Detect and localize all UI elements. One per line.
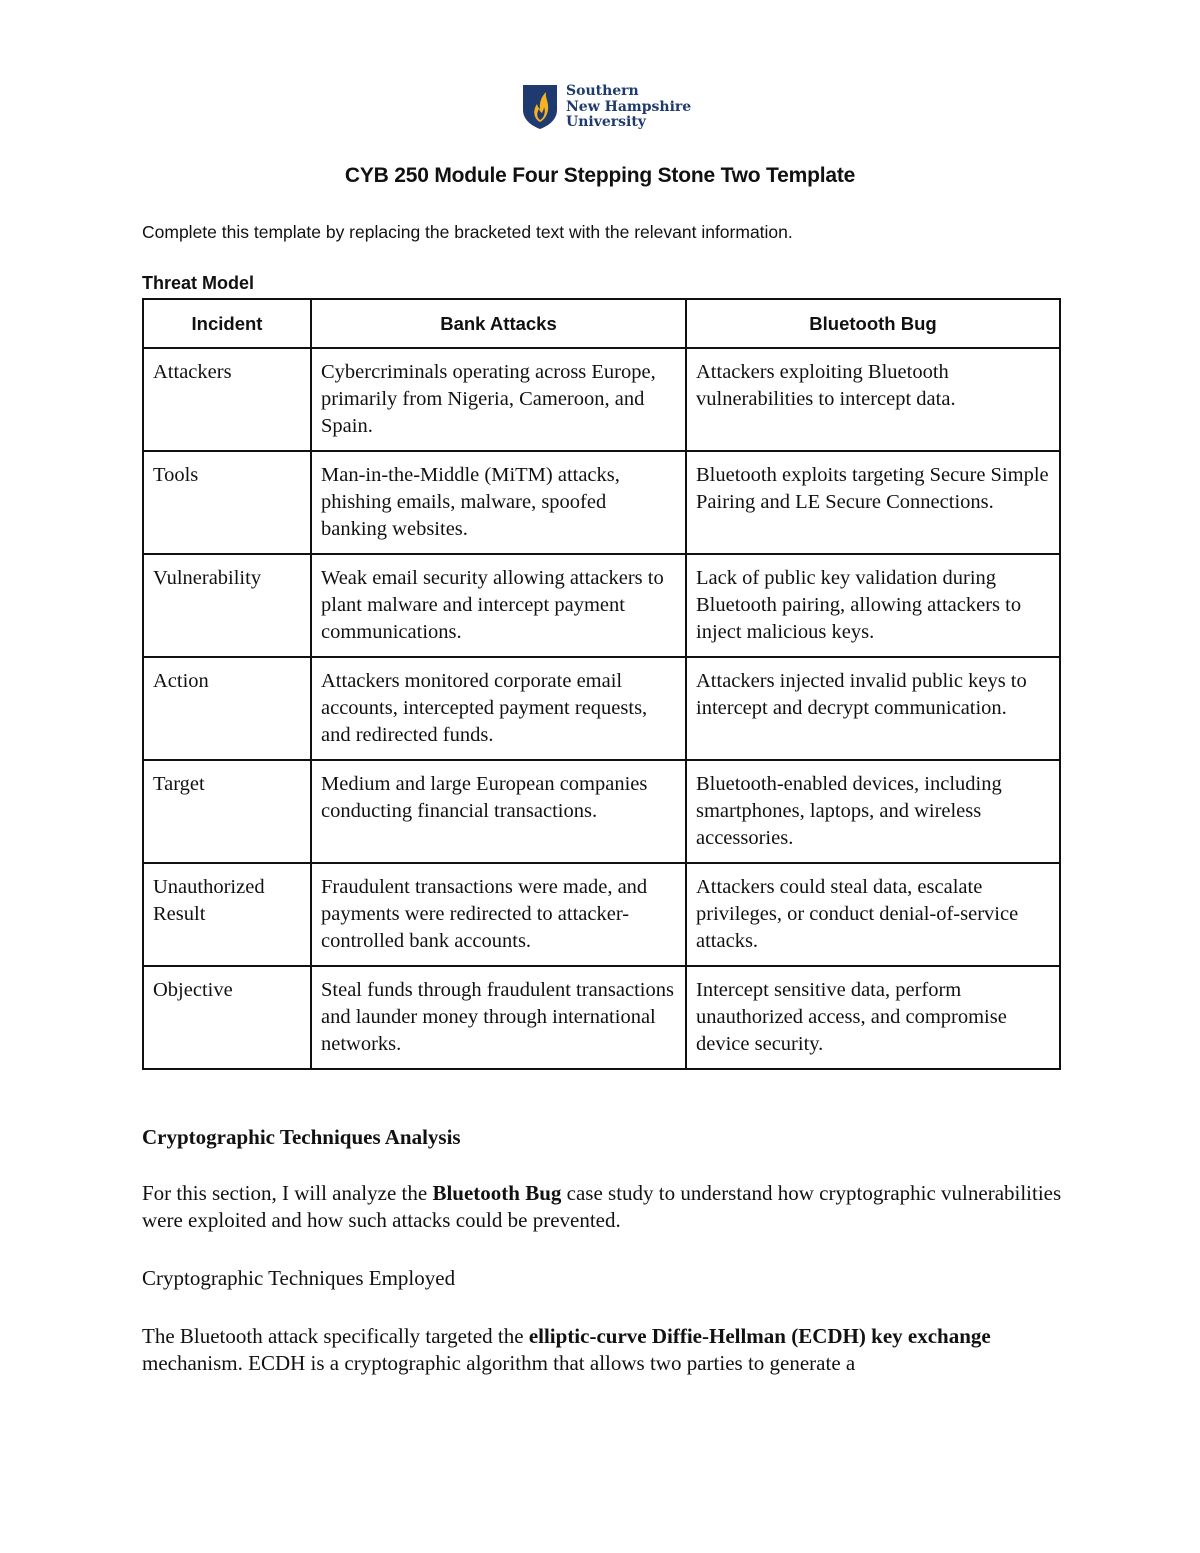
techniques-subheading: Cryptographic Techniques Employed — [142, 1266, 456, 1290]
ecdh-paragraph — [142, 1323, 1062, 1377]
intro-text-start: For this section, I will analyze the — [142, 1181, 433, 1205]
row-label: Attackers — [143, 348, 311, 451]
row-label: Target — [143, 760, 311, 863]
bluetooth-cell: Intercept sensitive data, perform unauthorized access, and compromise device security. — [686, 966, 1060, 1069]
row-label: Action — [143, 657, 311, 760]
logo-wordmark — [566, 84, 691, 131]
threat-model-label: Threat Model — [142, 273, 255, 293]
logo-line-2: New Hampshire — [566, 98, 692, 115]
row-label: Tools — [143, 451, 311, 554]
ecdh-bold-term: elliptic-curve Diffie-Hellman (ECDH) key exchange — [528, 1324, 991, 1348]
ecdh-text-end: mechanism. ECDH is a cryptographic algorithm that allows two parties to generate a — [142, 1351, 856, 1375]
university-logo — [522, 84, 691, 131]
row-label: Vulnerability — [143, 554, 311, 657]
table-row — [143, 554, 1060, 657]
logo-line-3: University — [566, 114, 646, 130]
header-incident: Incident — [143, 299, 311, 348]
row-label: Unauthorized Result — [143, 863, 311, 966]
bank-cell: Attackers monitored corporate email accounts, intercepted payment requests, and redirected funds. — [311, 657, 686, 760]
bluetooth-cell: Bluetooth-enabled devices, including smartphones, laptops, and wireless accessories. — [686, 760, 1060, 863]
instructions-text: Complete this template by replacing the bracketed text with the relevant information. — [142, 222, 793, 242]
logo-line-1: Southern — [566, 83, 639, 99]
intro-bold-case: Bluetooth Bug — [432, 1181, 562, 1205]
bluetooth-cell: Lack of public key validation during Bluetooth pairing, allowing attackers to inject malicious keys. — [686, 554, 1060, 657]
page-title: CYB 250 Module Four Stepping Stone Two Template — [344, 164, 856, 187]
bank-cell: Man-in-the-Middle (MiTM) attacks, phishing emails, malware, spoofed banking websites. — [311, 451, 686, 554]
bluetooth-cell: Attackers exploiting Bluetooth vulnerabilities to intercept data. — [686, 348, 1060, 451]
bluetooth-cell: Bluetooth exploits targeting Secure Simple Pairing and LE Secure Connections. — [686, 451, 1060, 554]
header-bluetooth-bug: Bluetooth Bug — [686, 299, 1060, 348]
table-header-row — [143, 299, 1060, 348]
intro-text-end: case study to understand how cryptographic vulnerabilities were exploited and how such attacks could be prevented. — [142, 1181, 1062, 1232]
bank-cell: Fraudulent transactions were made, and payments were redirected to attacker-controlled bank accounts. — [311, 863, 686, 966]
table-row — [143, 657, 1060, 760]
analysis-heading: Cryptographic Techniques Analysis — [142, 1125, 461, 1149]
ecdh-text-start: The Bluetooth attack specifically targeted the — [142, 1324, 529, 1348]
bank-cell: Medium and large European companies conducting financial transactions. — [311, 760, 686, 863]
analysis-intro-paragraph — [142, 1180, 1062, 1234]
table-row — [143, 348, 1060, 451]
bluetooth-cell: Attackers injected invalid public keys to intercept and decrypt communication. — [686, 657, 1060, 760]
bank-cell: Steal funds through fraudulent transactions and launder money through international networks. — [311, 966, 686, 1069]
bank-cell: Cybercriminals operating across Europe, primarily from Nigeria, Cameroon, and Spain. — [311, 348, 686, 451]
table-row — [143, 863, 1060, 966]
header-bank-attacks: Bank Attacks — [311, 299, 686, 348]
shield-flame-icon — [522, 84, 558, 130]
table-row — [143, 966, 1060, 1069]
bluetooth-cell: Attackers could steal data, escalate privileges, or conduct denial-of-service attacks. — [686, 863, 1060, 966]
bank-cell: Weak email security allowing attackers to plant malware and intercept payment communications. — [311, 554, 686, 657]
threat-model-table — [142, 298, 1061, 1070]
row-label: Objective — [143, 966, 311, 1069]
table-row — [143, 760, 1060, 863]
table-row — [143, 451, 1060, 554]
